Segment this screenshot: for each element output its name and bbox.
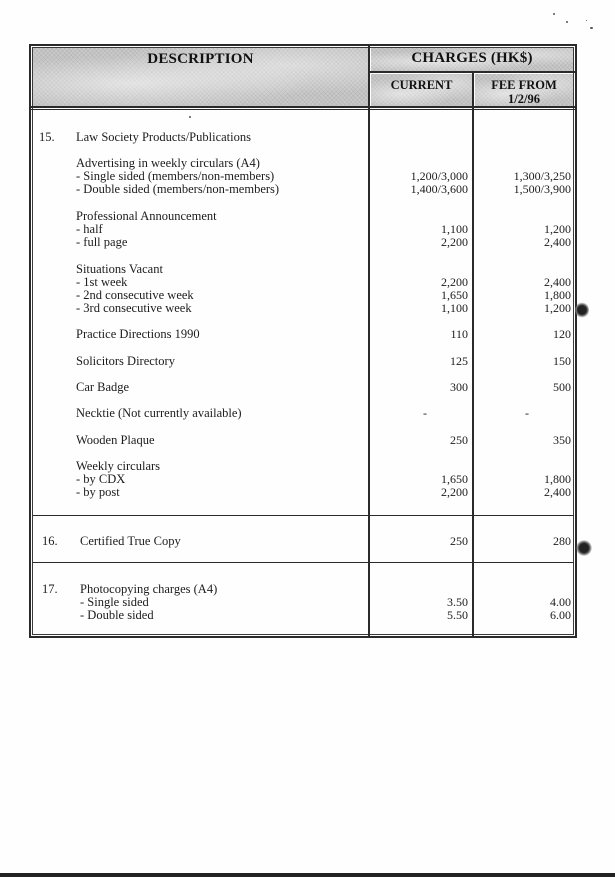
group-title-weekly-circulars: Weekly circulars (76, 459, 161, 473)
item-current: 125 (450, 354, 468, 368)
scan-speck (189, 116, 191, 118)
item-current: 2,200 (441, 275, 468, 289)
item-solicitors-directory: Solicitors Directory (76, 354, 175, 368)
item-new-fee: 500 (553, 380, 571, 394)
item-practice-directions: Practice Directions 1990 (76, 327, 200, 341)
item-wooden-plaque: Wooden Plaque (76, 433, 155, 447)
binding-hole-mark (575, 302, 589, 318)
item-new-fee: 150 (553, 354, 571, 368)
item-current: 5.50 (447, 608, 468, 622)
scan-speck (553, 13, 555, 15)
item-current: 1,200/3,000 (410, 169, 468, 183)
item-new-fee: 6.00 (550, 608, 571, 622)
item-current: 2,200 (441, 485, 468, 499)
item-current: 250 (450, 534, 468, 548)
header-bottom-line (31, 106, 575, 108)
section-title-16: Certified True Copy (80, 534, 181, 548)
group-title-advertising: Advertising in weekly circulars (A4) (76, 156, 260, 170)
item-current: 110 (450, 327, 468, 341)
item-current: 1,100 (441, 222, 468, 236)
item-new-fee: 1,800 (544, 288, 571, 302)
item-new-fee: 280 (553, 534, 571, 548)
group-title-situations-vacant: Situations Vacant (76, 262, 163, 276)
header-bottom-line-2 (31, 109, 575, 110)
header-charges: CHARGES (HK$) (411, 50, 533, 66)
item-current: 300 (450, 380, 468, 394)
section-title-15: Law Society Products/Publications (76, 130, 251, 144)
item-new-fee: 1,500/3,900 (513, 182, 571, 196)
section-number-17: 17. (42, 582, 58, 596)
header-fee-from-date: 1/2/96 (508, 92, 540, 106)
item-current: 2,200 (441, 235, 468, 249)
section-number-15: 15. (39, 130, 55, 144)
section-title-17: Photocopying charges (A4) (80, 582, 218, 596)
item-current: 3.50 (447, 595, 468, 609)
row-divider-16-17 (33, 562, 574, 563)
item-new-fee: 120 (553, 327, 571, 341)
item-new-fee: 1,200 (544, 222, 571, 236)
item-label: - 2nd consecutive week (76, 288, 194, 302)
item-new-fee: 1,300/3,250 (513, 169, 571, 183)
item-car-badge: Car Badge (76, 380, 130, 394)
binding-hole-mark (576, 540, 592, 556)
header-fee-from (475, 78, 573, 106)
item-label: - Single sided (80, 595, 149, 609)
item-label: - Single sided (members/non-members) (76, 169, 275, 183)
header-description: DESCRIPTION (147, 51, 254, 67)
scan-speck (590, 27, 593, 29)
header-fee-from-line1: FEE FROM (491, 78, 557, 92)
item-current: 250 (450, 433, 468, 447)
group-title-professional-announcement: Professional Announcement (76, 209, 217, 223)
item-label: - half (76, 222, 103, 236)
item-current-unavailable: - (423, 406, 427, 420)
item-new-fee: 1,800 (544, 472, 571, 486)
item-new-fee: 4.00 (550, 595, 571, 609)
item-current: 1,100 (441, 301, 468, 315)
scan-speck (586, 20, 587, 21)
row-divider-15-16 (33, 515, 574, 516)
item-current: 1,650 (441, 472, 468, 486)
column-divider-description (368, 46, 370, 636)
item-new-fee: 350 (553, 433, 571, 447)
item-new-fee: 2,400 (544, 485, 571, 499)
item-label: - Double sided (80, 608, 154, 622)
item-new-fee-unavailable: - (525, 406, 529, 420)
scan-speck (566, 21, 568, 23)
item-label: - by post (76, 485, 120, 499)
section-number-16: 16. (42, 534, 58, 548)
item-label: - full page (76, 235, 128, 249)
item-current: 1,400/3,600 (410, 182, 468, 196)
item-label: - 1st week (76, 275, 128, 289)
item-label: - 3rd consecutive week (76, 301, 192, 315)
item-necktie: Necktie (Not currently available) (76, 406, 242, 420)
page-bottom-edge (0, 873, 615, 877)
item-new-fee: 2,400 (544, 235, 571, 249)
item-new-fee: 2,400 (544, 275, 571, 289)
item-current: 1,650 (441, 288, 468, 302)
item-label: - Double sided (members/non-members) (76, 182, 280, 196)
column-divider-current (472, 72, 474, 636)
header-current: CURRENT (390, 78, 453, 92)
item-label: - by CDX (76, 472, 126, 486)
item-new-fee: 1,200 (544, 301, 571, 315)
